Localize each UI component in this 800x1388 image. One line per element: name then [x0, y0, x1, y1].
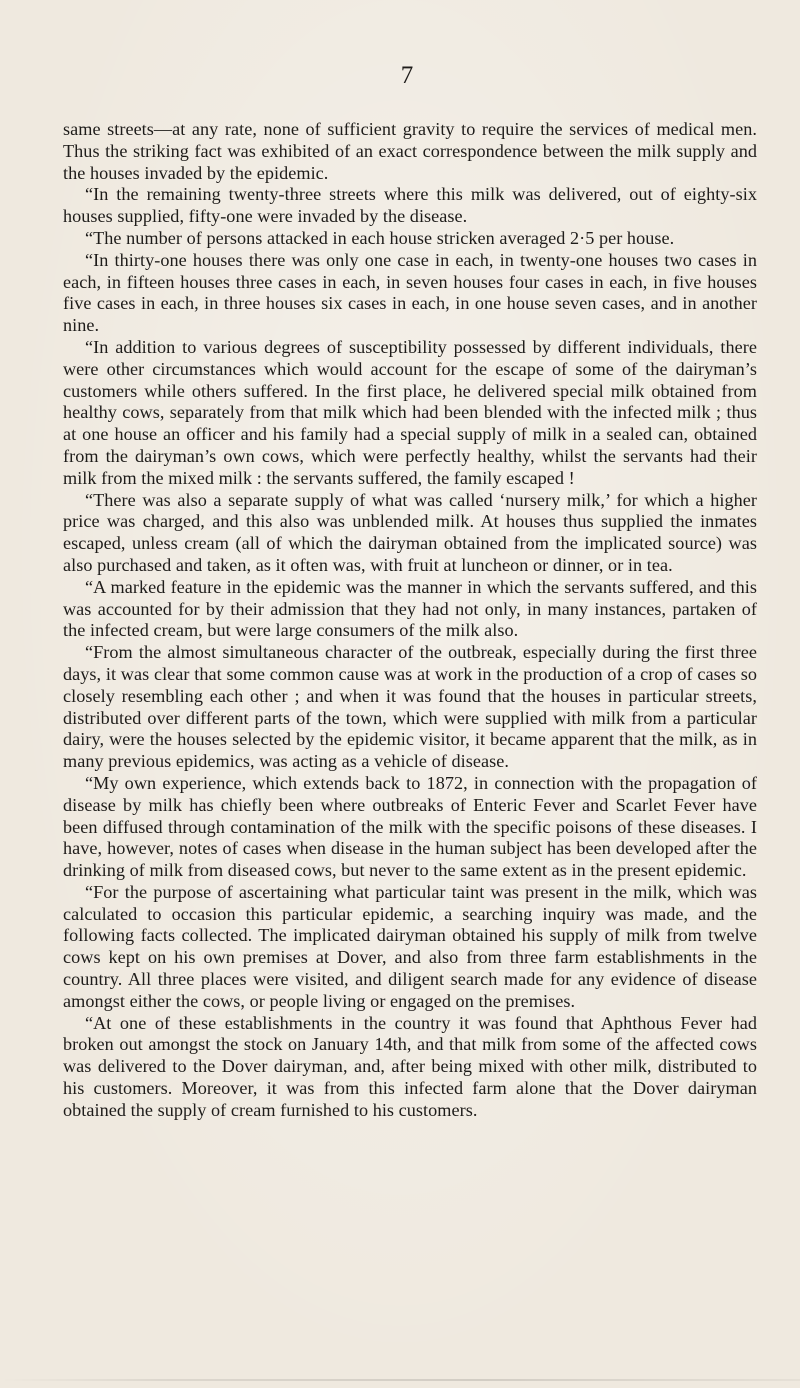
paragraph: “The number of persons attacked in each house stricken averaged 2·5 per house.	[85, 227, 675, 248]
page-edge-shadow	[0, 1379, 800, 1381]
page-number: 7	[400, 62, 414, 89]
paragraph: “From the almost simultaneous character of the outbreak, especially during the first three days, it was clear that some common cause was at work in the production of a crop of cases so closely resembling each other ; and when it was found that the houses in particular streets, distributed over different parts of the town, which were supplied with milk from a particular dairy, were the houses selected by the epidemic visitor, it became apparent that the milk, as in many previous epidemics, was acting as a vehicle of disease.	[63, 642, 757, 772]
paragraph: “A marked feature in the epidemic was the manner in which the servants suffered, and this was accounted for by their admission that they had not only, in many instances, partaken of the infected cream, but were large consumers of the milk also.	[63, 576, 757, 641]
paragraph: “In thirty-one houses there was only one case in each, in twenty-one houses two cases in each, in fifteen houses three cases in each, in seven houses four cases in each, in five houses five cases in each, in three houses six cases in each, in one house seven cases, and in another nine.	[63, 249, 757, 336]
paragraph: “In addition to various degrees of susceptibility possessed by different individuals, there were other circumstances which would account for the escape of some of the dairyman’s customers while others suffered. In the first place, he delivered special milk obtained from healthy cows, separately from that milk which had been blended with the infected milk ; thus at one house an officer and his family had a special supply of milk in a sealed can, obtained from the dairyman’s own cows, which were perfectly healthy, whilst the servants had their milk from the mixed milk : the servants suffered, the family escaped !	[63, 336, 757, 488]
paragraph: “At one of these establishments in the country it was found that Aphthous Fever had broken out amongst the stock on January 14th, and that milk from some of the affected cows was delivered to the Dover dairyman, and, after being mixed with other milk, distributed to his customers. Moreover, it was from this infected farm alone that the Dover dairyman obtained the supply of cream furnished to his customers.	[63, 1012, 757, 1120]
paragraph: “There was also a separate supply of what was called ‘nursery milk,’ for which a higher price was charged, and this also was unblended milk. At houses thus supplied the inmates escaped, unless cream (all of which the dairyman obtained from the implicated source) was also purchased and taken, as it often was, with fruit at luncheon or dinner, or in tea.	[63, 489, 757, 575]
body-text	[63, 119, 757, 1122]
paragraph: “My own experience, which extends back to 1872, in connection with the propagation of disease by milk has chiefly been where outbreaks of Enteric Fever and Scarlet Fever have been diffused through contamination of the milk with the specific poisons of these diseases. I have, however, notes of cases when disease in the human subject has been developed after the drinking of milk from diseased cows, but never to the same extent as in the present epidemic.	[63, 772, 757, 881]
paragraph: “For the purpose of ascertaining what particular taint was present in the milk, which was calculated to occasion this particular epidemic, a searching inquiry was made, and the following facts collected. The implicated dairyman obtained his supply of milk from twelve cows kept on his own premises at Dover, and also from three farm establishments in the country. All three places were visited, and diligent search made for any evidence of disease amongst either the cows, or people living or engaged on the premises.	[63, 881, 757, 1011]
paragraph: same streets—at any rate, none of sufficient gravity to require the services of medical men. Thus the striking fact was exhibited of an exact correspondence between the milk supply and the houses invaded by the epidemic.	[63, 119, 757, 183]
paragraph: “In the remaining twenty-three streets where this milk was delivered, out of eighty-six houses supplied, fifty-one were invaded by the disease.	[63, 184, 757, 227]
